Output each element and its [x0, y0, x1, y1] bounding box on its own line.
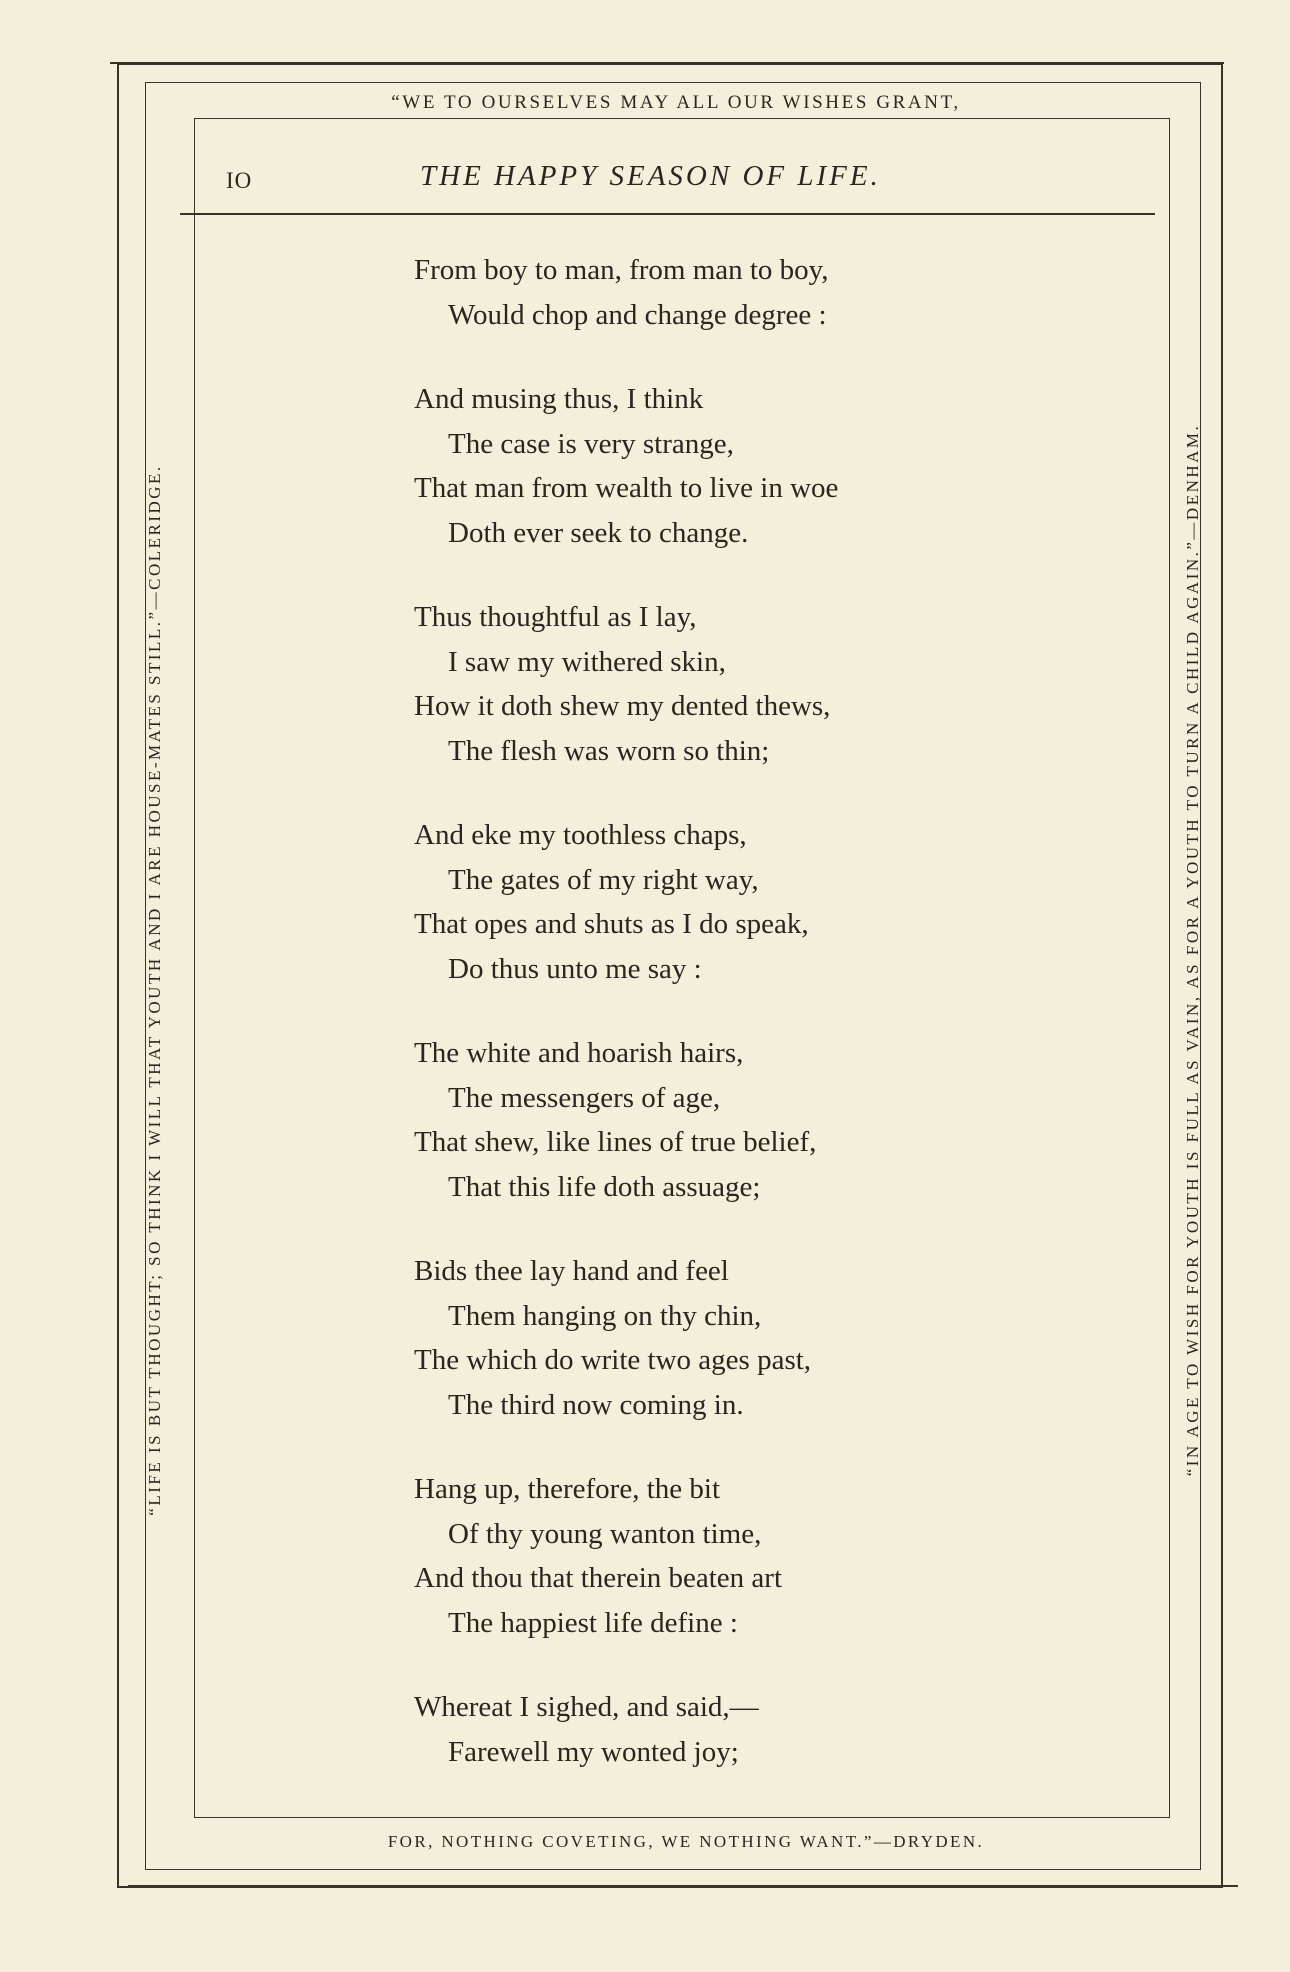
poem-line: The third now coming in.: [448, 1388, 744, 1421]
right-border-quote: “IN AGE TO WISH FOR YOUTH IS FULL AS VAIN, AS FOR A YOUTH TO TURN A CHILD AGAIN.”—DENHAM.: [1183, 423, 1202, 1477]
bottom-border-quote: FOR, NOTHING COVETING, WE NOTHING WANT.”—DRYDEN.: [387, 1832, 985, 1851]
poem-line: The case is very strange,: [448, 427, 734, 460]
poem-line: The which do write two ages past,: [414, 1344, 812, 1376]
poem-line: Hang up, therefore, the bit: [414, 1473, 721, 1505]
poem-line: And eke my toothless chaps,: [414, 819, 747, 851]
poem-line: The messengers of age,: [448, 1081, 721, 1114]
poem-line: Bids thee lay hand and feel: [414, 1255, 729, 1287]
poem-line: The flesh was worn so thin;: [448, 734, 770, 767]
poem-line: Them hanging on thy chin,: [448, 1299, 762, 1332]
page-number: IO: [226, 168, 253, 193]
poem-line: The white and hoarish hairs,: [414, 1037, 744, 1069]
poem-line: Thus thoughtful as I lay,: [414, 601, 697, 633]
poem-line: From boy to man, from man to boy,: [414, 254, 829, 286]
poem-line: Of thy young wanton time,: [448, 1517, 762, 1550]
poem-line: Doth ever seek to change.: [448, 516, 749, 549]
top-border-quote: “WE TO OURSELVES MAY ALL OUR WISHES GRANT,: [391, 92, 961, 113]
stanza: [414, 248, 1054, 337]
poem-line: Do thus unto me say :: [448, 952, 702, 985]
poem-line: Would chop and change degree :: [448, 298, 827, 331]
poem-body: [414, 248, 1054, 1814]
stanza: [414, 1685, 1054, 1774]
poem-line: That this life doth assuage;: [448, 1170, 761, 1203]
stanza: [414, 1031, 1054, 1209]
poem-line: The gates of my right way,: [448, 863, 759, 896]
poem-line: That shew, like lines of true belief,: [414, 1126, 817, 1158]
running-title: THE HAPPY SEASON OF LIFE.: [420, 160, 881, 192]
stanza: [414, 1249, 1054, 1427]
poem-line: I saw my withered skin,: [448, 645, 726, 678]
header-rule: [180, 213, 1155, 215]
poem-line: And thou that therein beaten art: [414, 1562, 783, 1594]
stanza: [414, 377, 1054, 555]
stanza: [414, 813, 1054, 991]
poem-line: That opes and shuts as I do speak,: [414, 908, 809, 940]
stanza: [414, 1467, 1054, 1645]
poem-line: And musing thus, I think: [414, 383, 704, 415]
poem-line: Farewell my wonted joy;: [448, 1735, 739, 1768]
left-border-quote: “LIFE IS BUT THOUGHT; SO THINK I WILL THAT YOUTH AND I ARE HOUSE-MATES STILL.”—COLERIDGE.: [145, 464, 164, 1516]
poem-line: Whereat I sighed, and said,—: [414, 1691, 759, 1723]
poem-line: The happiest life define :: [448, 1606, 738, 1639]
poem-line: How it doth shew my dented thews,: [414, 690, 831, 722]
poem-line: That man from wealth to live in woe: [414, 472, 839, 504]
stanza: [414, 595, 1054, 773]
